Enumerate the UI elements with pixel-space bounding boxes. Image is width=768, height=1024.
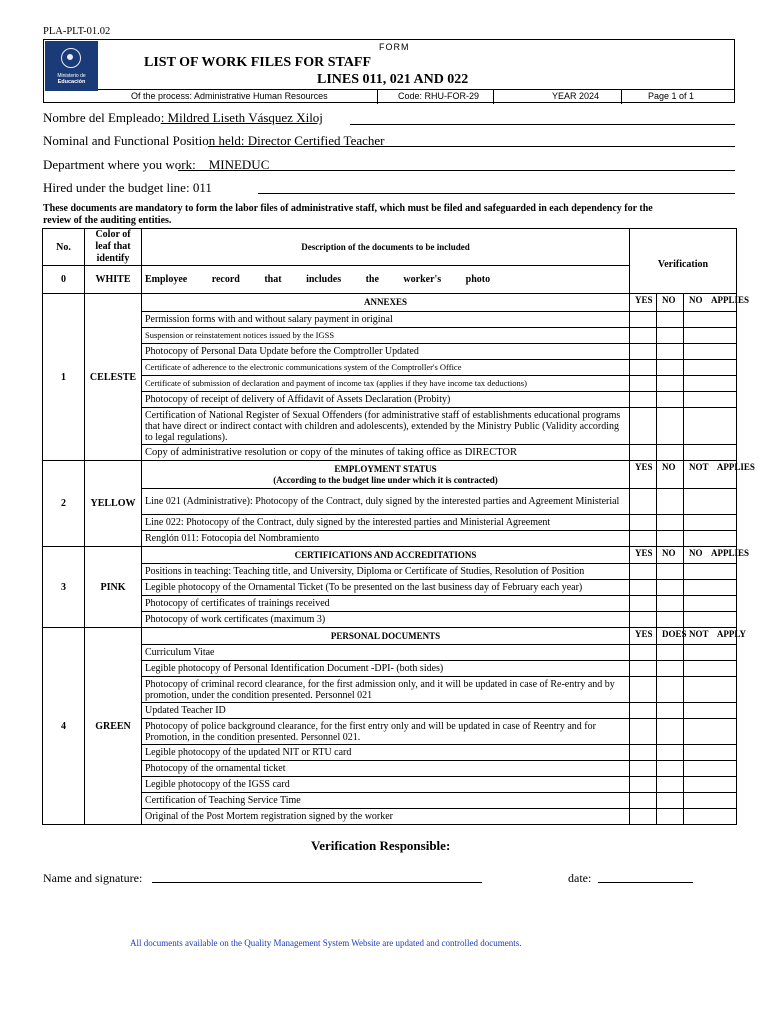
- check-not-applies-cell[interactable]: [684, 612, 737, 628]
- section-title: [142, 547, 630, 564]
- check-no-cell[interactable]: [657, 793, 684, 809]
- check-yes-cell[interactable]: [630, 489, 657, 515]
- document-item: Suspension or reinstatement notices issued by the IGSS: [142, 328, 630, 344]
- section-title-text: CERTIFICATIONS AND ACCREDITATIONS: [294, 549, 477, 560]
- section-3-color: PINK: [85, 547, 142, 628]
- verification-no-label: DOES: [662, 629, 687, 639]
- date-label: date:: [568, 871, 592, 885]
- section-2-no: 2: [43, 461, 85, 547]
- check-no-cell[interactable]: [657, 376, 684, 392]
- check-not-applies-cell[interactable]: [684, 745, 737, 761]
- employee-name-label: Nombre del Empleado: [43, 110, 161, 125]
- verification-na-label: NOT APPLIES: [689, 462, 755, 472]
- section-4-color: GREEN: [85, 628, 142, 825]
- document-item: Positions in teaching: Teaching title, and University, Diploma or Certificate of Studies, Resolution of Position: [142, 564, 630, 580]
- row-0-no: 0: [43, 266, 85, 294]
- check-no-cell[interactable]: [657, 645, 684, 661]
- check-yes-cell[interactable]: [630, 677, 657, 703]
- form-header: [43, 39, 735, 103]
- quality-footnote: All documents available on the Quality Management System Website are updated and controlled documents.: [130, 938, 522, 948]
- section-subtitle: (According to the budget line under which it is contracted): [273, 474, 498, 485]
- form-year: YEAR 2024: [493, 90, 680, 104]
- department-label: Department where you work:: [43, 157, 196, 172]
- check-no-cell[interactable]: [657, 612, 684, 628]
- employee-name-line: [350, 124, 735, 125]
- row-0-description: Employee record that includes the worker's photo: [142, 266, 630, 294]
- document-item: Photocopy of work certificates (maximum 3): [142, 612, 630, 628]
- check-not-applies-cell[interactable]: [684, 596, 737, 612]
- verification-no-label: NO: [662, 548, 676, 558]
- document-item: Updated Teacher ID: [142, 703, 630, 719]
- section-4-no: 4: [43, 628, 85, 825]
- check-not-applies-cell[interactable]: [684, 344, 737, 360]
- check-no-cell[interactable]: [657, 703, 684, 719]
- check-no-cell[interactable]: [657, 445, 684, 461]
- check-yes-cell[interactable]: [630, 719, 657, 745]
- verification-na-label: NO APPLIES: [689, 295, 750, 305]
- check-no-cell[interactable]: [657, 564, 684, 580]
- check-yes-cell[interactable]: [630, 328, 657, 344]
- check-not-applies-cell[interactable]: [684, 580, 737, 596]
- check-no-cell[interactable]: [657, 328, 684, 344]
- document-item: Photocopy of the ornamental ticket: [142, 761, 630, 777]
- document-item: Renglón 011: Fotocopia del Nombramiento: [142, 531, 630, 547]
- form-label: FORM: [379, 42, 410, 52]
- check-no-cell[interactable]: [657, 489, 684, 515]
- section-title: [142, 628, 630, 645]
- emblem-icon: [61, 48, 81, 68]
- document-item: Photocopy of receipt of delivery of Affidavit of Assets Declaration (Probity): [142, 392, 630, 408]
- check-not-applies-cell[interactable]: [684, 489, 737, 515]
- header-verification: Verification: [630, 229, 737, 294]
- documents-table: [42, 228, 755, 825]
- check-not-applies-cell[interactable]: [684, 376, 737, 392]
- document-item: Line 022: Photocopy of the Contract, duly signed by the interested parties and Ministerial Agreement: [142, 515, 630, 531]
- check-not-applies-cell[interactable]: [684, 392, 737, 408]
- logo-text-educacion: Educación: [57, 79, 86, 85]
- date-line[interactable]: [598, 882, 693, 883]
- check-yes-cell[interactable]: [630, 777, 657, 793]
- verification-yes-label: YES: [635, 295, 653, 305]
- section-3-no: 3: [43, 547, 85, 628]
- mandatory-notice: These documents are mandatory to form the labor files of administrative staff, which must be filed and safeguarded in each dependency for the review of the auditing entities.: [43, 203, 653, 226]
- check-yes-cell[interactable]: [630, 408, 657, 445]
- check-not-applies-cell[interactable]: [684, 312, 737, 328]
- department-value: MINEDUC: [208, 157, 270, 172]
- verification-no-label: NO: [662, 462, 676, 472]
- check-not-applies-cell[interactable]: [684, 408, 737, 445]
- check-yes-cell[interactable]: [630, 344, 657, 360]
- check-not-applies-cell[interactable]: [684, 564, 737, 580]
- document-item: Certificate of adherence to the electronic communications system of the Comptroller's Office: [142, 360, 630, 376]
- check-yes-cell[interactable]: [630, 580, 657, 596]
- check-yes-cell[interactable]: [630, 564, 657, 580]
- department-line: [178, 170, 735, 171]
- verification-yes-label: YES: [635, 629, 653, 639]
- check-no-cell[interactable]: [657, 661, 684, 677]
- check-no-cell[interactable]: [657, 761, 684, 777]
- header-no: No.: [43, 229, 85, 266]
- check-yes-cell[interactable]: [630, 312, 657, 328]
- form-code: Code: RHU-FOR-29: [377, 90, 514, 104]
- check-yes-cell[interactable]: [630, 661, 657, 677]
- check-no-cell[interactable]: [657, 344, 684, 360]
- check-no-cell[interactable]: [657, 745, 684, 761]
- verification-na-label: NO APPLIES: [689, 548, 750, 558]
- verification-yes-label: YES: [635, 548, 653, 558]
- document-item: Legible photocopy of the IGSS card: [142, 777, 630, 793]
- check-no-cell[interactable]: [657, 360, 684, 376]
- check-yes-cell[interactable]: [630, 445, 657, 461]
- check-no-cell[interactable]: [657, 531, 684, 547]
- section-title-text: ANNEXES: [363, 297, 407, 307]
- check-not-applies-cell[interactable]: [684, 761, 737, 777]
- check-no-cell[interactable]: [657, 719, 684, 745]
- check-not-applies-cell[interactable]: [684, 661, 737, 677]
- check-not-applies-cell[interactable]: [684, 360, 737, 376]
- check-yes-cell[interactable]: [630, 515, 657, 531]
- check-yes-cell[interactable]: [630, 392, 657, 408]
- header-description: Description of the documents to be included: [142, 229, 630, 266]
- header-color: Color of leaf that identify: [85, 229, 142, 266]
- document-item: Certification of Teaching Service Time: [142, 793, 630, 809]
- ministry-logo: [45, 41, 98, 91]
- form-title-line1: LIST OF WORK FILES FOR STAFF: [144, 55, 372, 70]
- check-not-applies-cell[interactable]: [684, 515, 737, 531]
- check-not-applies-cell[interactable]: [684, 677, 737, 703]
- document-item: Photocopy of Personal Data Update before the Comptroller Updated: [142, 344, 630, 360]
- section-title-text: PERSONAL DOCUMENTS: [330, 630, 441, 641]
- check-not-applies-cell[interactable]: [684, 777, 737, 793]
- position-line: [208, 146, 735, 147]
- check-not-applies-cell[interactable]: [684, 645, 737, 661]
- document-item: Line 021 (Administrative): Photocopy of the Contract, duly signed by the interested parties and Agreement Ministerial: [142, 489, 630, 515]
- document-item: Original of the Post Mortem registration signed by the worker: [142, 809, 630, 825]
- check-not-applies-cell[interactable]: [684, 703, 737, 719]
- document-item: Photocopy of criminal record clearance, for the first admission only, and it will be updated in case of Re-entry and by promotion, under the condition presented. Personnel 021: [142, 677, 630, 703]
- check-yes-cell[interactable]: [630, 745, 657, 761]
- check-yes-cell[interactable]: [630, 612, 657, 628]
- document-item: Copy of administrative resolution or copy of the minutes of taking office as DIRECTOR: [142, 445, 630, 461]
- employee-name-value: : Mildred Liseth Vásquez Xiloj: [160, 110, 323, 125]
- position-value: Director Certified Teacher: [244, 133, 385, 148]
- position-label: Nominal and Functional Position held:: [43, 133, 245, 148]
- signature-line[interactable]: [152, 882, 482, 883]
- verification-na-label: NOT APPLY: [689, 629, 747, 639]
- check-no-cell[interactable]: [657, 777, 684, 793]
- check-no-cell[interactable]: [657, 515, 684, 531]
- process-label: Of the process: Administrative Human Resources: [131, 91, 328, 101]
- document-item: Certificate of submission of declaration and payment of income tax (applies if they have income tax deductions): [142, 376, 630, 392]
- check-no-cell[interactable]: [657, 809, 684, 825]
- document-item: Photocopy of police background clearance, for the first entry only and will be updated in case of Reentry and for Promotion, in the condition presented. Personnel 021.: [142, 719, 630, 745]
- check-not-applies-cell[interactable]: [684, 445, 737, 461]
- form-title-line2: LINES 011, 021 AND 022: [317, 72, 469, 87]
- check-not-applies-cell[interactable]: [684, 531, 737, 547]
- check-no-cell[interactable]: [657, 677, 684, 703]
- employee-name-field: [43, 110, 323, 126]
- header-info-row: [98, 89, 735, 104]
- section-1-color: CELESTE: [85, 294, 142, 461]
- check-yes-cell[interactable]: [630, 376, 657, 392]
- check-not-applies-cell[interactable]: [684, 809, 737, 825]
- check-not-applies-cell[interactable]: [684, 793, 737, 809]
- check-no-cell[interactable]: [657, 596, 684, 612]
- check-yes-cell[interactable]: [630, 703, 657, 719]
- document-item: Permission forms with and without salary payment in original: [142, 312, 630, 328]
- document-item: Legible photocopy of the Ornamental Ticket (To be presented on the last business day of February each year): [142, 580, 630, 596]
- logo-text-ministerio: Ministerio de: [57, 73, 86, 79]
- verification-responsible: Verification Responsible:: [311, 838, 451, 853]
- section-title: [142, 294, 630, 312]
- section-title-text: EMPLOYMENT STATUS: [334, 463, 437, 474]
- budget-line-field: Hired under the budget line: 011: [43, 180, 212, 195]
- check-yes-cell[interactable]: [630, 809, 657, 825]
- check-yes-cell[interactable]: [630, 596, 657, 612]
- section-title: [142, 461, 630, 489]
- name-signature-label: Name and signature:: [43, 871, 143, 885]
- budget-line-underline: [258, 193, 735, 194]
- check-yes-cell[interactable]: [630, 761, 657, 777]
- check-no-cell[interactable]: [657, 408, 684, 445]
- check-yes-cell[interactable]: [630, 360, 657, 376]
- check-no-cell[interactable]: [657, 312, 684, 328]
- verification-yes-label: YES: [635, 462, 653, 472]
- check-yes-cell[interactable]: [630, 793, 657, 809]
- document-item: Legible photocopy of the updated NIT or RTU card: [142, 745, 630, 761]
- check-no-cell[interactable]: [657, 580, 684, 596]
- document-item: Photocopy of certificates of trainings received: [142, 596, 630, 612]
- document-item: Legible photocopy of Personal Identification Document -DPI- (both sides): [142, 661, 630, 677]
- check-no-cell[interactable]: [657, 392, 684, 408]
- verification-no-label: NO: [662, 295, 676, 305]
- document-code: PLA-PLT-01.02: [43, 26, 111, 37]
- check-yes-cell[interactable]: [630, 645, 657, 661]
- page-number: Page 1 of 1: [621, 90, 694, 104]
- check-not-applies-cell[interactable]: [684, 328, 737, 344]
- document-item: Curriculum Vitae: [142, 645, 630, 661]
- check-not-applies-cell[interactable]: [684, 719, 737, 745]
- document-item: Certification of National Register of Sexual Offenders (for administrative staff of establishments educational programs that have direct or indirect contact with children and adolescents), extended by the Ministry Public (Validity according to legal regulations).: [142, 408, 630, 445]
- row-0-color: WHITE: [85, 266, 142, 294]
- check-yes-cell[interactable]: [630, 531, 657, 547]
- section-2-color: YELLOW: [85, 461, 142, 547]
- section-1-no: 1: [43, 294, 85, 461]
